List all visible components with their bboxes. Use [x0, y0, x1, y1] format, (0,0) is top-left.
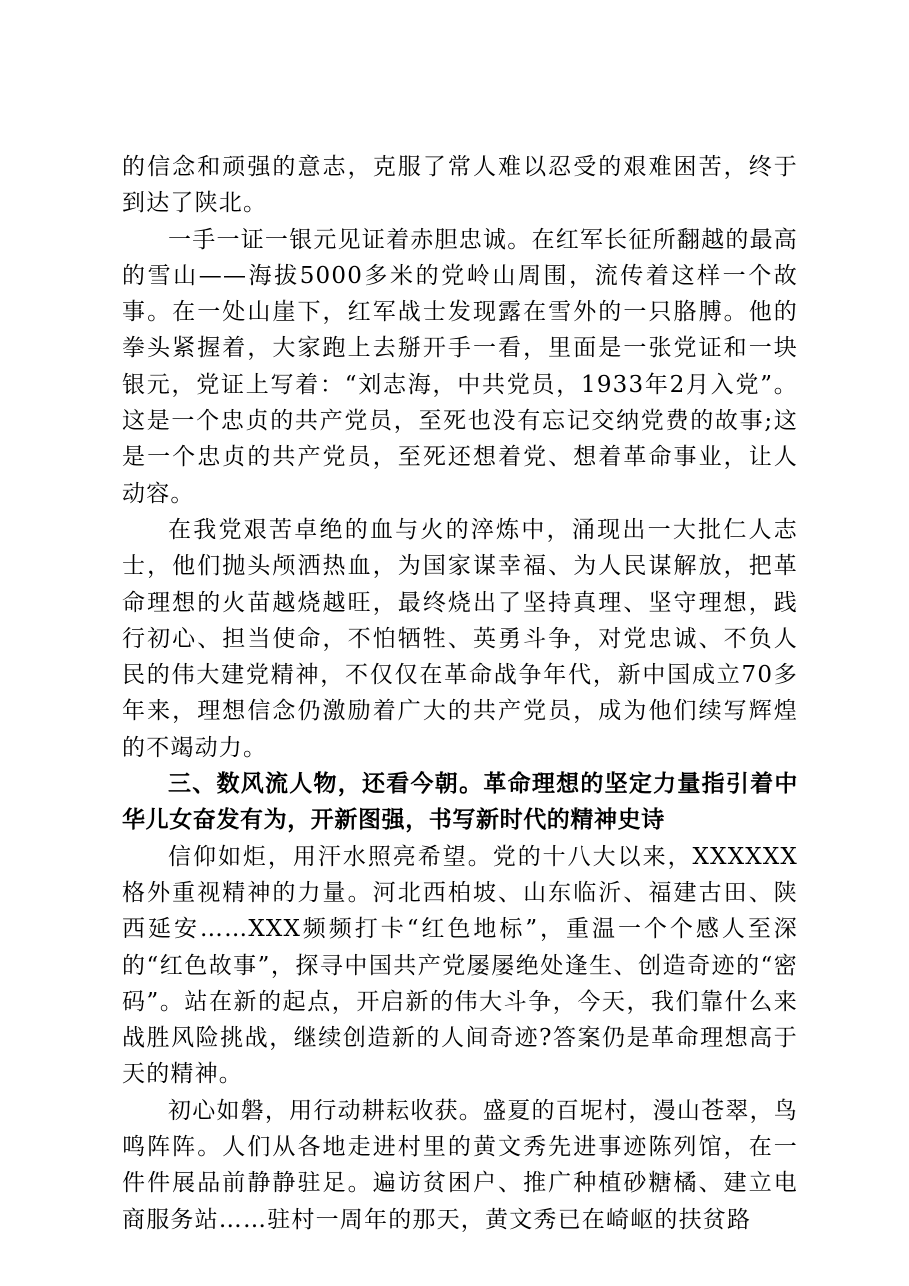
paragraph-original-aspiration: 初心如磐，用行动耕耘收获。盛夏的百坭村，漫山苍翠，鸟鸣阵阵。人们从各地走进村里的黄文秀先进事迹陈列馆，在一件件展品前静静驻足。遍访贫困户、推广种植砂糖橘、建立电商服务站……驻村一周年的那天，黄文秀已在崎岖的扶贫路	[122, 1097, 798, 1233]
paragraph-founding-spirit: 在我党艰苦卓绝的血与火的淬炼中，涌现出一大批仁人志士，他们抛头颅洒热血，为国家谋幸福、为人民谋解放，把革命理想的火苗越烧越旺，最终烧出了坚持真理、坚守理想，践行初心、担当使命，不怕牺牲、英勇斗争，对党忠诚、不负人民的伟大建党精神，不仅仅在革命战争年代，新中国成立70多年来，理想信念仍激励着广大的共产党员，成为他们续写辉煌的不竭动力。	[122, 516, 798, 761]
paragraph-party-card-story: 一手一证一银元见证着赤胆忠诚。在红军长征所翻越的最高的雪山——海拔5000多米的党岭山周围，流传着这样一个故事。在一处山崖下，红军战士发现露在雪外的一只胳膊。他的拳头紧握着，大家跑上去掰开手一看，里面是一张党证和一块银元，党证上写着：“刘志海，中共党员，1933年2月入党”。这是一个忠贞的共产党员，至死也没有忘记交纳党费的故事;这是一个忠贞的共产党员，至死还想着党、想着革命事业，让人动容。	[122, 226, 798, 507]
paragraph-continuation: 的信念和顽强的意志，克服了常人难以忍受的艰难困苦，终于到达了陕北。	[122, 154, 798, 217]
paragraph-faith-torch: 信仰如炬，用汗水照亮希望。党的十八大以来，XXXXXX格外重视精神的力量。河北西柏坡、山东临沂、福建古田、陕西延安……XXX频频打卡“红色地标”，重温一个个感人至深的“红色故事”，探寻中国共产党屡屡绝处逢生、创造奇迹的“密码”。站在新的起点，开启新的伟大斗争，今天，我们靠什么来战胜风险挑战，继续创造新的人间奇迹?答案仍是革命理想高于天的精神。	[122, 843, 798, 1088]
section-heading-3: 三、数风流人物，还看今朝。革命理想的坚定力量指引着中华儿女奋发有为，开新图强，书写新时代的精神史诗	[122, 771, 798, 834]
document-body	[122, 149, 798, 1238]
